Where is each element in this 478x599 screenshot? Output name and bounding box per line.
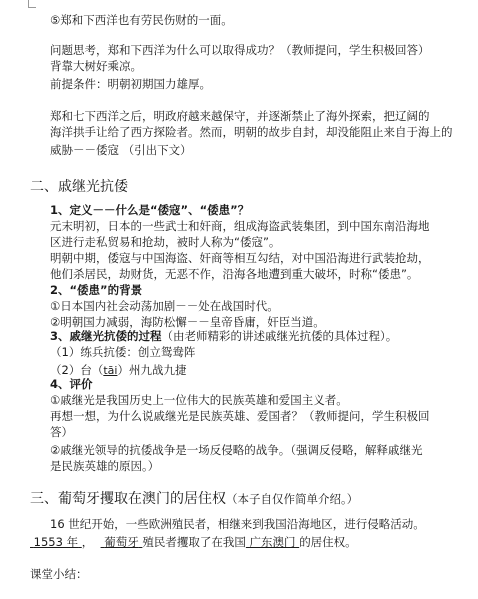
point-5: ⑤郑和下西洋也有劳民伤财的一面。	[50, 13, 233, 27]
definition-line-4: 他们杀居民，劫财货，无恶不作，沿海各地遭到重大破坏，时称“倭患”。	[50, 267, 419, 281]
section-heading-2: 二、戚继光抗倭	[30, 179, 128, 195]
process-step-1: （1）练兵抗倭：创立鸳鸯阵	[50, 345, 196, 359]
process-title: 3、戚继光抗倭的过程	[50, 329, 162, 343]
evaluation-1: ①戚继光是我国历史上一位伟大的民族英雄和爱国主义者。	[50, 393, 348, 407]
lesson-summary-label: 课堂小结：	[30, 567, 88, 581]
evaluation-question-cont: 答）	[50, 425, 73, 439]
definition-line-1: 元末明初，日本的一些武士和奸商，组成海盗武装集团，到中国东南沿海地	[50, 219, 430, 233]
background-title: 2、“倭患”的背景	[50, 283, 143, 297]
answer-proverb: 背靠大树好乘凉。	[50, 59, 142, 73]
pinyin-tai: tāi	[103, 364, 118, 377]
macau-para-2-end: 的居住权。	[299, 535, 357, 549]
definition-line-2: 区进行走私贸易和抢劫，被时人称为“倭寇”。	[50, 235, 281, 249]
page-corner-mark	[28, 0, 36, 8]
process-step-2-post: ）州九战九捷	[117, 363, 187, 377]
blank-place: 广东澳门	[249, 535, 296, 549]
process-step-2-pre: （2）台（	[50, 363, 104, 377]
definition-line-3: 明朝中期，倭寇与中国海盗、奸商等相互勾结，对中国沿海进行武装抢劫，	[50, 251, 430, 265]
macau-para-1: 16 世纪开始，一些欧洲殖民者，相继来到我国沿海地区，进行侵略活动。	[50, 517, 425, 531]
definition-title: 1、定义－－什么是“倭寇”、“倭患”？	[50, 203, 250, 217]
process-note: （由老师精彩的讲述戚继光抗倭的具体过程）。	[161, 329, 398, 343]
blank-year: 1553 年	[33, 535, 79, 549]
evaluation-title: 4、评价	[50, 377, 93, 391]
background-1: ①日本国内社会动荡加剧－－处在战国时代。	[50, 299, 279, 313]
para-after-zhenghe-1: 郑和七下西洋之后，明政府越来越保守，并逐渐禁止了海外探索，把辽阔的	[50, 109, 430, 123]
section-heading-3	[30, 490, 358, 508]
process-heading	[50, 328, 397, 344]
para-after-zhenghe-2: 海洋拱手让给了西方探险者。然而，明朝的故步自封，却没能阻止来自于海上的	[50, 125, 453, 139]
question-think: 问题思考，郑和下西洋为什么可以取得成功？（教师提问，学生积极回答）	[50, 43, 430, 57]
precondition: 前提条件：明朝初期国力雄厚。	[50, 77, 211, 91]
background-2: ②明朝国力减弱，海防松懈－－皇帝昏庸，奸臣当道。	[50, 315, 325, 329]
section-heading-3-note: （本子自仅作简单介绍。）	[226, 492, 359, 506]
evaluation-2-cont: 是民族英雄的原因。）	[50, 459, 160, 473]
macau-para-2-mid: 殖民者攫取了在我国	[142, 535, 246, 549]
evaluation-2: ②戚继光领导的抗倭战争是一场反侵略的战争。（强调反侵略，解释戚继光	[50, 443, 423, 457]
macau-para-2: 1553 年 ， 葡萄牙 殖民者攫取了在我国 广东澳门 的居住权。	[30, 534, 357, 550]
para-after-zhenghe-3: 威胁－－倭寇 （引出下文）	[50, 143, 192, 157]
blank-country: 葡萄牙	[104, 535, 139, 549]
evaluation-question: 再想一想，为什么说戚继光是民族英雄、爱国者？（教师提问，学生积极回	[50, 409, 430, 423]
section-heading-3-title: 三、葡萄牙攫取在澳门的居住权	[30, 491, 226, 507]
